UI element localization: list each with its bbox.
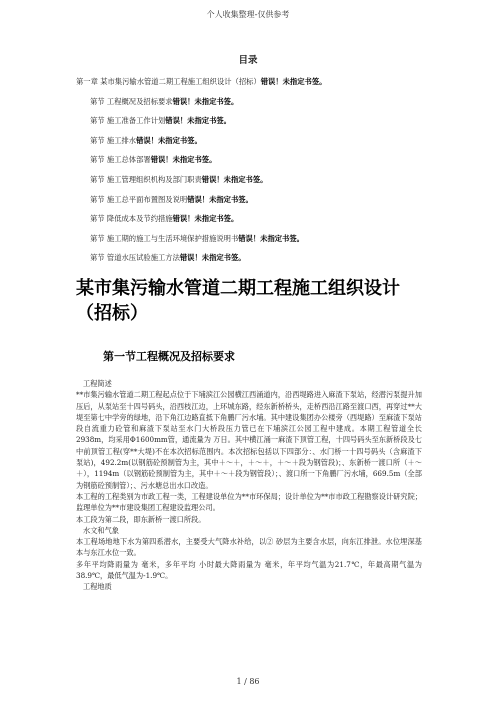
toc-entry-section[interactable] [76, 229, 436, 249]
table-of-contents [76, 72, 436, 268]
toc-entry-label: 第一章 某市集污输水管道二期工程施工组织设计（招标） [76, 77, 261, 86]
toc-title: 目录 [238, 55, 258, 66]
toc-entry-label: 第节 施工准备工作计划 [90, 116, 166, 126]
toc-entry-label: 第节 降低成本及节约措施 [90, 214, 173, 224]
page-number: 1 / 86 [236, 677, 260, 686]
toc-entry-label: 第节 管道水压试验施工方法 [90, 253, 180, 263]
toc-entry-section[interactable] [76, 248, 436, 268]
toc-entry-section[interactable] [76, 170, 436, 190]
toc-entry-label: 第节 工程概况及招标要求 [90, 96, 173, 106]
paragraph-groundwater: 本工程场地地下水为第四系潜水，主要受大气降水补给，以② 砂层为主要含水层，向东江排泄。水位埋深基本与东江水位一致。 [76, 537, 422, 558]
toc-entry-error: 错误！未指定书签。 [201, 174, 268, 184]
toc-entry-error: 错误！未指定书签。 [238, 233, 304, 243]
toc-entry-error: 错误！未指定书签。 [260, 77, 327, 86]
subheading-geology: 工程地质 [83, 582, 112, 592]
toc-entry-label: 第节 施工总平面布置图及说明 [90, 194, 188, 204]
page-header: 个人收集整理-仅供参考 [206, 10, 290, 19]
toc-entry-section[interactable] [76, 190, 436, 210]
toc-entry-section[interactable] [76, 92, 436, 112]
toc-entry-section[interactable] [76, 150, 436, 170]
toc-entry-label: 第节 施工管理组织机构及部门职责 [90, 174, 202, 184]
toc-entry-label: 第节 施工排水 [90, 135, 137, 145]
paragraph-climate: 多年平均降雨量为 毫米，多年平均 小时最大降雨量为 毫米，年平均气温为21.7℃，年最高期气温为38.9℃，最低气温为-1.9℃。 [76, 559, 422, 581]
toc-entry-error: 错误！未指定书签。 [136, 135, 202, 145]
document-body [76, 378, 422, 593]
toc-entry-error: 错误！未指定书签。 [187, 194, 253, 204]
toc-entry-label: 第节 施工期的施工与生活环境保护措施说明书 [90, 233, 239, 243]
subheading-project-overview: 工程简述 [83, 379, 112, 388]
toc-entry-label: 第节 施工总体部署 [90, 155, 151, 165]
toc-entry-error: 错误！未指定书签。 [165, 116, 231, 126]
toc-entry-chapter-1[interactable] [76, 72, 436, 92]
paragraph-project-parties: 本工程的工程类别为市政工程一类，工程建设单位为**市环保局；设计单位为**市市政工程勘察设计研究院；监理单位为**市建设集团工程建设监理公司。 [76, 491, 422, 513]
toc-entry-error: 错误！未指定书签。 [172, 214, 239, 224]
document-title: 某市集污输水管道二期工程施工组织设计（招标） [76, 278, 400, 324]
toc-entry-section[interactable] [76, 131, 436, 151]
paragraph-section-scope: 本工段为第二段，即东新桥一渡口所段。 [76, 514, 206, 524]
subheading-hydrology-weather: 水文和气象 [83, 525, 119, 535]
section-heading: 第一节工程概况及招标要求 [103, 350, 235, 363]
toc-entry-section[interactable] [76, 209, 436, 229]
toc-entry-section[interactable] [76, 111, 436, 131]
toc-entry-error: 错误！未指定书签。 [179, 253, 246, 263]
toc-entry-error: 错误！未指定书签。 [172, 96, 239, 106]
paragraph-project-description: **市集污输水管道二期工程起点位于下埔滨江公园横江西涌道内，沿西堤路进入麻渣下泵站，经潜污泵提升加压后，从泵站至十四号码头，沿西枝江边，上环城东路，经东新桥桥头，走桥西沿江路至渡口西，再穿过**大堤至第七中学旁的绿地，沿下角江边路直抵下角鹏厂污水埔。其中建设集团办公楼旁（西堤路）至麻渣下泵站段自流重力砼管和麻渣下泵站至水门大桥段压力管已在下埔滨江公园工程中建成。本期工程管道全长2938m，均采用Φ1600mm管，通流量为 万日。其中横江涌一麻渣下顶管工程，十四号码头至东新桥段及七中前顶管工程(穿**大堤)不在本次招标范围内。本次招标包括以下四部分：、水门桥一十四号码头（含麻渣下泵站)，492.2m(以钢筋砼预制管为主，其中＋～＋，＋～＋，＋～＋段为钢管段)；、东新桥一渡口所（＋～＋），1194m（以钢筋砼预制管为主，其中＋～＋段为钢管段）；、渡口所一下角鹏厂污水埔，669.5m（全部为钢筋砼预制管）；、污水塘总出水口改造。 [76, 390, 422, 490]
toc-entry-error: 错误！未指定书签。 [150, 155, 217, 165]
